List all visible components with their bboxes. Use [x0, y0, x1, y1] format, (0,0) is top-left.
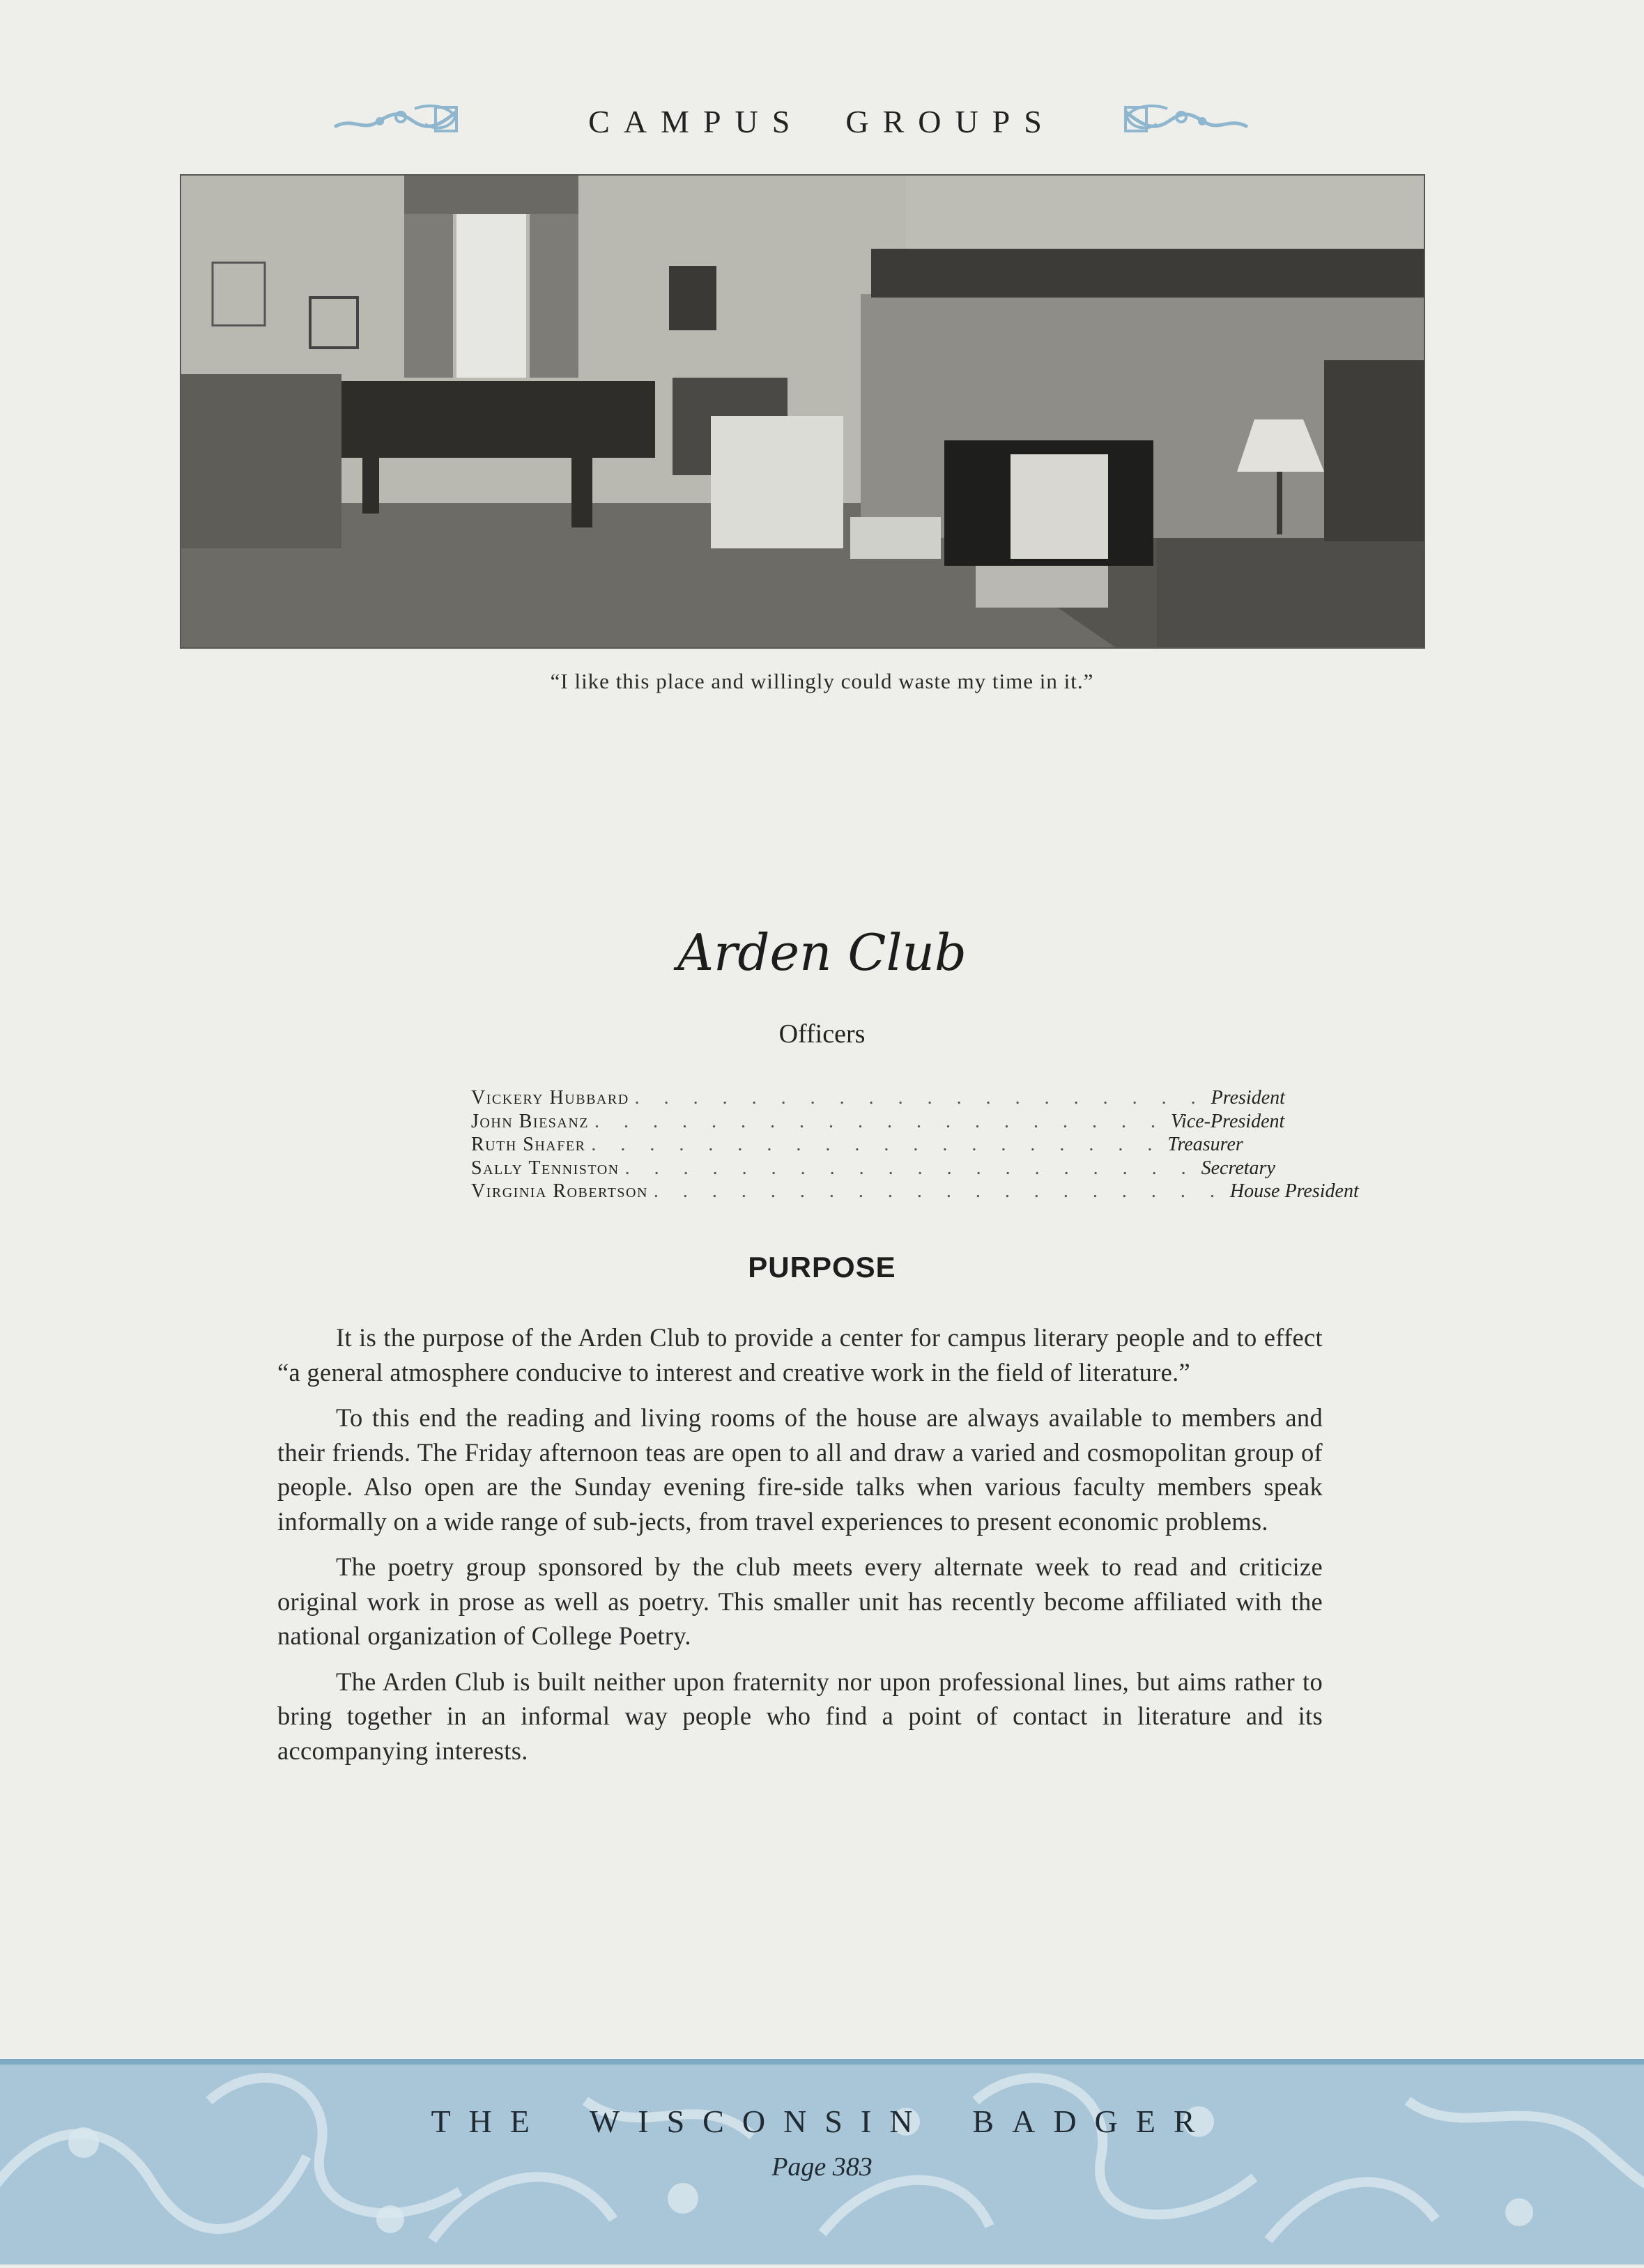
- section-title: CAMPUS GROUPS: [588, 104, 1056, 139]
- room-illustration: [181, 176, 1424, 647]
- body-paragraph: The poetry group sponsored by the club meets every alternate week to read and criticize original work in prose as well as poetry. This smaller unit has recently become affiliated with the national organization of College Poetry.: [277, 1552, 1323, 1650]
- footer-rule: [0, 2059, 1644, 2065]
- purpose-heading: PURPOSE: [748, 1251, 896, 1283]
- leader-dots: . . . . . . . . . . . . . . . . . . . .: [624, 1157, 1196, 1179]
- officer-role: Treasurer: [1167, 1134, 1243, 1155]
- purpose-body: [277, 1320, 1323, 1779]
- officer-role: Vice-President: [1171, 1110, 1285, 1132]
- leader-dots: . . . . . . . . . . . . . . . . . . . .: [653, 1180, 1224, 1202]
- right-scroll-ornament: [1122, 103, 1251, 135]
- officer-row: [471, 1087, 1285, 1111]
- leader-dots: . . . . . . . . . . . . . . . . . . . .: [591, 1134, 1162, 1155]
- body-paragraph: The Arden Club is built neither upon fraternity nor upon professional lines, but aims rather to bring together in an informal way people who find a point of contact in literature and its accompanying interests.: [277, 1667, 1323, 1765]
- officers-heading: Officers: [778, 1019, 866, 1049]
- leader-dots: . . . . . . . . . . . . . . . . . . . .: [634, 1087, 1206, 1109]
- officer-row: [471, 1134, 1243, 1157]
- officer-role: Secretary: [1201, 1157, 1275, 1179]
- officer-role: President: [1211, 1087, 1285, 1109]
- officer-name: John Biesanz: [471, 1110, 590, 1132]
- body-paragraph: It is the purpose of the Arden Club to provide a center for campus literary people and to effect “a general atmosphere conducive to interest and creative work in the field of literature.”: [277, 1323, 1323, 1387]
- publication-title: THE WISCONSIN BADGER: [431, 2104, 1213, 2139]
- officer-role: House President: [1229, 1180, 1359, 1202]
- lounge-photograph: [180, 174, 1425, 649]
- officer-name: Sally Tenniston: [471, 1157, 620, 1179]
- officers-list: [471, 1087, 1359, 1204]
- club-title: Arden Club: [677, 923, 967, 982]
- body-paragraph: To this end the reading and living rooms of the house are always available to members and their friends. The Friday afternoon teas are open to all and draw a varied and cosmopolitan group of people. Also open are the Sunday evening fire-side talks when various faculty members speak informally on a wide range of sub-jects, from travel experiences to present economic problems.: [277, 1403, 1323, 1536]
- page-number: Page 383: [771, 2152, 873, 2182]
- officer-row: [471, 1110, 1285, 1134]
- leader-dots: . . . . . . . . . . . . . . . . . . . .: [594, 1110, 1166, 1132]
- running-header: [0, 98, 1644, 146]
- officer-row: [471, 1157, 1275, 1181]
- officer-name: Virginia Robertson: [471, 1180, 648, 1202]
- officer-name: Ruth Shafer: [471, 1134, 586, 1155]
- photo-caption: “I like this place and willingly could waste my time in it.”: [550, 669, 1094, 693]
- officer-row: [471, 1180, 1359, 1204]
- officer-name: Vickery Hubbard: [471, 1087, 629, 1109]
